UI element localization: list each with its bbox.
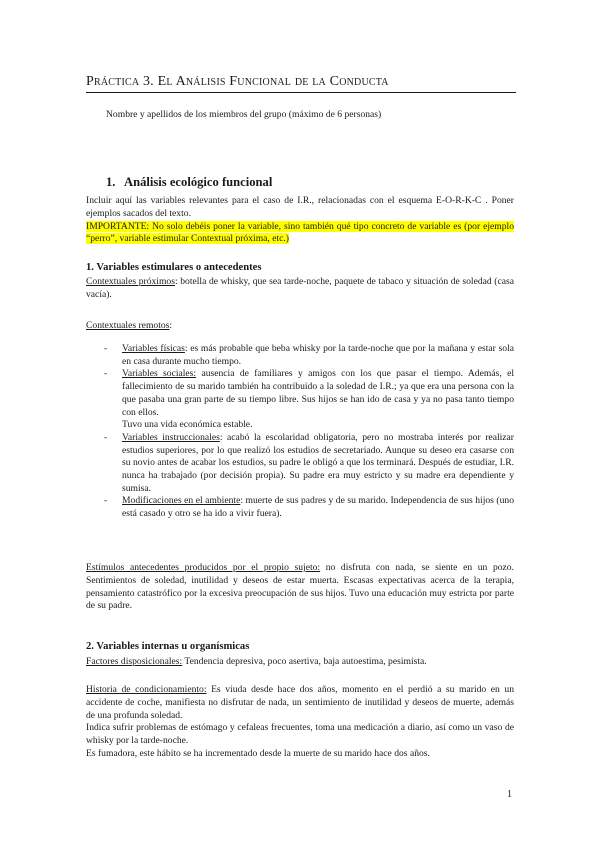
item-label: Variables físicas: [122, 343, 185, 354]
item-text: : acabó la escolaridad obligatoria, pero no mostraba interés por realizar estudios superiores, por lo que realizó los estudios de secretariado. Aunque su deseo era casarse con su novio antes de acabar los estudios, su padre le obligó a que los terminará. Después de estudiar, I.R. nunca ha trabajado (por decisión propia). Su padre era muy estricto y su madre era dependiente y sumisa.: [122, 431, 514, 494]
proximos-label: Contextuales próximos: [86, 276, 175, 287]
factores-text: Tendencia depresiva, poco asertiva, baja autoestima, pesimista.: [182, 656, 427, 667]
historia-line2: Indica sufrir problemas de estómago y cefaleas frecuentes, toma una medicación a diario, así como un vaso de whisky por la tarde-noche.: [86, 722, 514, 747]
item-text: : es más probable que beba whisky por la tarde-noche que por la mañana y estar sola en casa durante mucho tiempo.: [122, 343, 514, 367]
contextuales-remotos: [86, 320, 514, 333]
item-label: Variables instruccionales: [122, 431, 220, 443]
factores-disposicionales: [86, 656, 514, 669]
section-intro: [86, 195, 514, 246]
remotos-label: Contextuales remotos: [86, 320, 170, 331]
item-extra: Tuvo una vida económica estable.: [122, 419, 253, 431]
intro-text: Incluir aquí las variables relevantes para el caso de I.R., relacionadas con el esquema E-O-R-K-C . Poner ejemplos sacados del texto.: [86, 195, 514, 219]
estimulos-label: Estímulos antecedentes producidos por el propio sujeto:: [86, 562, 321, 573]
list-item: [86, 368, 514, 432]
group-members-line: Nombre y apellidos de los miembros del grupo (máximo de 6 personas): [106, 109, 382, 120]
item-text: : muerte de sus padres y de su marido. Independencia de sus hijos (uno está casado y otro se ha ido a vivir fuera).: [122, 495, 514, 520]
section-number: 1.: [106, 175, 116, 189]
estimulos-propio-sujeto: [86, 562, 514, 613]
historia-label: Historia de condicionamiento:: [86, 684, 207, 695]
list-dash: -: [104, 431, 108, 443]
estimulos-text: no disfruta con nada, se siente en un pozo. Sentimientos de soledad, inutilidad y deseos de estar muerta. Escasas expectativas acerca de la terapia, pensamiento catastrófico por la excesiva preocupación de sus hijos. Tuvo una educación muy estricta por parte de su padre.: [86, 562, 515, 612]
list-item: [86, 343, 514, 368]
important-note: IMPORTANTE: No solo debéis poner la variable, sino también qué tipo concreto de variable es (por ejemplo “perro”, variable estimular Contextual próxima, etc.): [86, 220, 514, 245]
item-label: Modificaciones en el ambiente: [122, 495, 241, 507]
section-heading-text: Análisis ecológico funcional: [124, 175, 273, 189]
proximos-text: : botella de whisky, que sea tarde-noche, paquete de tabaco y situación de soledad (casa vacía).: [86, 276, 515, 300]
remotos-list: [86, 343, 514, 521]
item-text: ausencia de familiares y amigos con los que pasar el tiempo. Además, el fallecimiento de su marido también ha contribuido a la soledad de I.R.; ya que era una persona con la que pasaba una gran parte de su tiempo libre. Sus hijos se han ido de casa y ya no pasa tanto tiempo con ellos.: [122, 368, 514, 418]
page-title: Práctica 3. El Análisis Funcional de la Conducta: [86, 74, 516, 93]
item-label: Variables sociales:: [122, 368, 197, 380]
list-dash: -: [104, 495, 108, 507]
list-dash: -: [104, 343, 108, 354]
historia-condicionamiento: [86, 684, 514, 761]
historia-text: Es viuda desde hace dos años, momento en el perdió a su marido en un accidente de coche, manifiesta no disfrutar de nada, un sentimiento de inutilidad y deseos de muerte, además de una profunda soledad.: [86, 684, 514, 721]
list-dash: -: [104, 368, 108, 380]
remotos-suffix: :: [169, 320, 173, 331]
contextuales-proximos: [86, 276, 514, 302]
list-item: [86, 495, 514, 520]
section-heading-analisis: [106, 175, 272, 190]
list-item: [86, 432, 514, 496]
factores-label: Factores disposicionales:: [86, 656, 183, 667]
subheading-estimulares: 1. Variables estimulares o antecedentes: [86, 262, 262, 273]
page-number: 1: [507, 789, 512, 800]
subheading-internas: 2. Variables internas u organísmicas: [86, 641, 250, 652]
historia-line3: Es fumadora, este hábito se ha incrementado desde la muerte de su marido hace dos años.: [86, 747, 430, 759]
